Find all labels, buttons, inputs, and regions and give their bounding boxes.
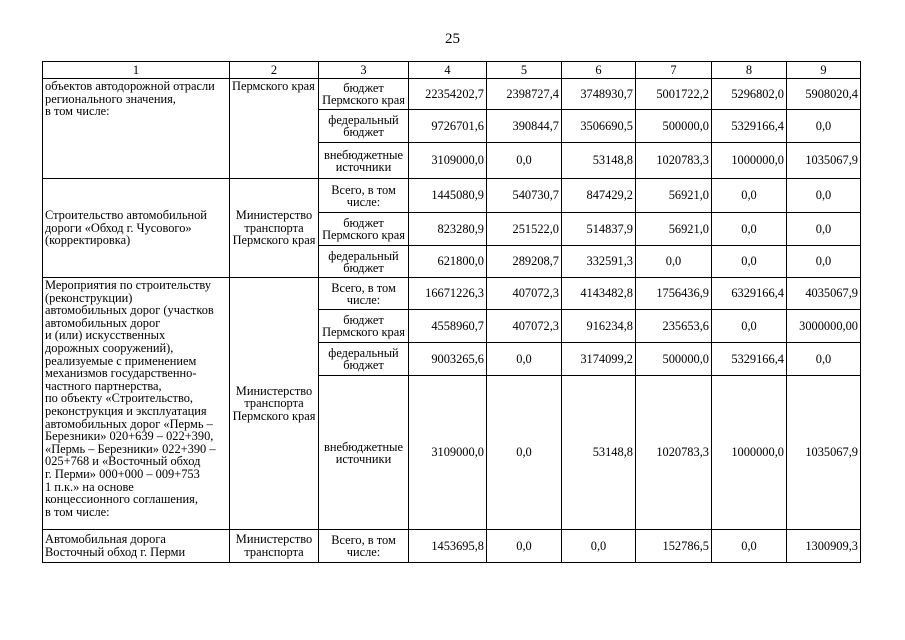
value-cell: 0,0 — [562, 530, 636, 563]
column-number: 5 — [487, 62, 562, 79]
value-cell: 1000000,0 — [712, 376, 787, 530]
value-cell: 5908020,4 — [787, 79, 861, 110]
value-cell: 0,0 — [787, 343, 861, 376]
value-cell: 1000000,0 — [712, 143, 787, 179]
value-cell: 9003265,6 — [409, 343, 487, 376]
funding-source-cell: внебюджетные источники — [319, 376, 409, 530]
funding-source-cell: федеральный бюджет — [319, 246, 409, 278]
value-cell: 0,0 — [712, 310, 787, 343]
object-cell: Автомобильная дорога Восточный обход г. Перми — [43, 530, 230, 563]
value-cell: 5329166,4 — [712, 110, 787, 143]
value-cell: 0,0 — [787, 179, 861, 213]
value-cell: 0,0 — [487, 143, 562, 179]
value-cell: 847429,2 — [562, 179, 636, 213]
value-cell: 2398727,4 — [487, 79, 562, 110]
value-cell: 1300909,3 — [787, 530, 861, 563]
value-cell: 22354202,7 — [409, 79, 487, 110]
column-number: 1 — [43, 62, 230, 79]
value-cell: 407072,3 — [487, 310, 562, 343]
value-cell: 53148,8 — [562, 376, 636, 530]
value-cell: 6329166,4 — [712, 278, 787, 310]
value-cell: 0,0 — [636, 246, 712, 278]
value-cell: 1035067,9 — [787, 143, 861, 179]
table-row — [43, 179, 861, 213]
object-cell: Мероприятия по строительству (реконструкции) автомобильных дорог (участков автомобильных дорог и (или) искусственных дорожных сооружений), реализуемые с применением механизмов государственно- частного партнерства, по объекту «Строительство, реконструкция и эксплуатация автомобильных дорог «Пермь – Березники» 020+639 – 022+390, «Пермь – Березники» 022+390 – 025+768 и «Восточный обход г. Перми» 000+000 – 009+753 1 п.к.» на основе концессионного соглашения, в том числе: — [43, 278, 230, 530]
value-cell: 1020783,3 — [636, 143, 712, 179]
value-cell: 4035067,9 — [787, 278, 861, 310]
value-cell: 0,0 — [712, 246, 787, 278]
value-cell: 0,0 — [487, 530, 562, 563]
value-cell: 152786,5 — [636, 530, 712, 563]
value-cell: 621800,0 — [409, 246, 487, 278]
executor-cell: Министерство транспорта Пермского края — [230, 179, 319, 278]
funding-source-cell: федеральный бюджет — [319, 110, 409, 143]
value-cell: 3748930,7 — [562, 79, 636, 110]
column-number: 7 — [636, 62, 712, 79]
value-cell: 3109000,0 — [409, 376, 487, 530]
value-cell: 3109000,0 — [409, 143, 487, 179]
value-cell: 0,0 — [487, 376, 562, 530]
budget-table — [42, 61, 861, 563]
column-number: 2 — [230, 62, 319, 79]
value-cell: 0,0 — [787, 213, 861, 246]
column-number: 9 — [787, 62, 861, 79]
executor-cell: Пермского края — [230, 79, 319, 179]
value-cell: 407072,3 — [487, 278, 562, 310]
funding-source-cell: внебюджетные источники — [319, 143, 409, 179]
value-cell: 1756436,9 — [636, 278, 712, 310]
value-cell: 3506690,5 — [562, 110, 636, 143]
value-cell: 500000,0 — [636, 110, 712, 143]
value-cell: 9726701,6 — [409, 110, 487, 143]
page-number: 25 — [445, 31, 460, 47]
table-row — [43, 530, 861, 563]
value-cell: 1453695,8 — [409, 530, 487, 563]
table-row — [43, 278, 861, 310]
value-cell: 500000,0 — [636, 343, 712, 376]
value-cell: 3000000,00 — [787, 310, 861, 343]
value-cell: 5001722,2 — [636, 79, 712, 110]
column-number: 8 — [712, 62, 787, 79]
funding-source-cell: бюджет Пермского края — [319, 310, 409, 343]
funding-source-cell: Всего, в том числе: — [319, 179, 409, 213]
funding-source-cell: бюджет Пермского края — [319, 213, 409, 246]
value-cell: 5296802,0 — [712, 79, 787, 110]
executor-cell: Министерство транспорта Пермского края — [230, 278, 319, 530]
value-cell: 0,0 — [712, 213, 787, 246]
value-cell: 390844,7 — [487, 110, 562, 143]
value-cell: 4558960,7 — [409, 310, 487, 343]
value-cell: 0,0 — [712, 179, 787, 213]
value-cell: 53148,8 — [562, 143, 636, 179]
value-cell: 1445080,9 — [409, 179, 487, 213]
column-number-row — [43, 62, 861, 79]
object-cell: Строительство автомобильной дороги «Обход г. Чусового» (корректировка) — [43, 179, 230, 278]
object-cell: объектов автодорожной отрасли регионального значения, в том числе: — [43, 79, 230, 179]
value-cell: 56921,0 — [636, 179, 712, 213]
value-cell: 540730,7 — [487, 179, 562, 213]
value-cell: 0,0 — [787, 246, 861, 278]
value-cell: 235653,6 — [636, 310, 712, 343]
column-number: 6 — [562, 62, 636, 79]
value-cell: 4143482,8 — [562, 278, 636, 310]
value-cell: 823280,9 — [409, 213, 487, 246]
column-number: 3 — [319, 62, 409, 79]
funding-source-cell: Всего, в том числе: — [319, 278, 409, 310]
column-number: 4 — [409, 62, 487, 79]
value-cell: 251522,0 — [487, 213, 562, 246]
funding-source-cell: федеральный бюджет — [319, 343, 409, 376]
value-cell: 56921,0 — [636, 213, 712, 246]
value-cell: 1020783,3 — [636, 376, 712, 530]
value-cell: 332591,3 — [562, 246, 636, 278]
value-cell: 5329166,4 — [712, 343, 787, 376]
value-cell: 3174099,2 — [562, 343, 636, 376]
value-cell: 0,0 — [787, 110, 861, 143]
value-cell: 289208,7 — [487, 246, 562, 278]
value-cell: 0,0 — [487, 343, 562, 376]
value-cell: 0,0 — [712, 530, 787, 563]
value-cell: 16671226,3 — [409, 278, 487, 310]
executor-cell: Министерство транспорта — [230, 530, 319, 563]
funding-source-cell: Всего, в том числе: — [319, 530, 409, 563]
table-row — [43, 79, 861, 110]
value-cell: 1035067,9 — [787, 376, 861, 530]
funding-source-cell: бюджет Пермского края — [319, 79, 409, 110]
value-cell: 916234,8 — [562, 310, 636, 343]
value-cell: 514837,9 — [562, 213, 636, 246]
